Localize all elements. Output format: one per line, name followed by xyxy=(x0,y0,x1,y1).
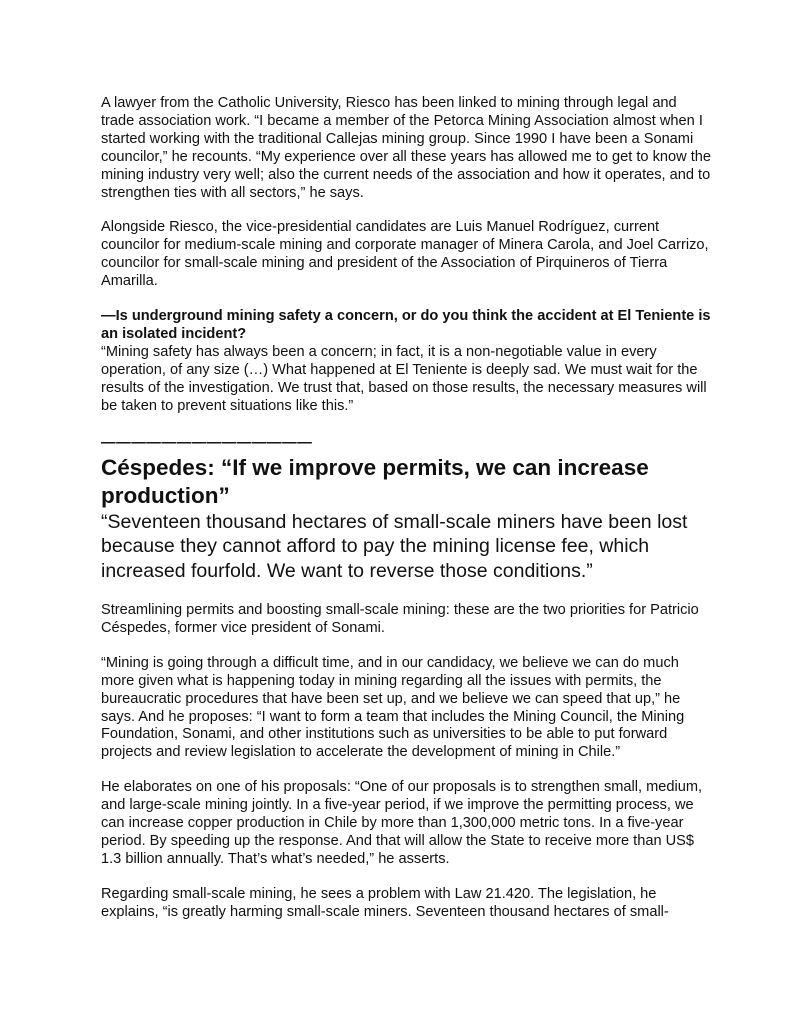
article-paragraph: He elaborates on one of his proposals: “One of our proposals is to strengthen small, medium, and large-scale mining jointly. In a five-year period, if we improve the permitting process, we can increase copper production in Chile by more than 1,300,000 metric tons. In a five-year period. By speeding up the response. And that will allow the State to receive more than US$ 1.3 billion annually. That’s what’s needed,” he asserts. xyxy=(101,779,703,867)
article-headline: Céspedes: “If we improve permits, we can increase production” xyxy=(101,454,649,508)
paragraph-vice-candidates: Alongside Riesco, the vice-presidential candidates are Luis Manuel Rodríguez, current councilor for medium-scale mining and corporate manager of Minera Carola, and Joel Carrizo, councilor for small-scale mining and president of the Association of Pirquineros of Tierra Amarilla. xyxy=(101,219,709,290)
article-paragraph: “Mining is going through a difficult time, and in our candidacy, we believe we can do much more given what is happening today in mining regarding all the issues with permits, the bureaucratic procedures that have been set up, and we believe we can speed that up,” he says. And he proposes: “I want to form a team that includes the Mining Council, the Mining Foundation, Sonami, and other institutions such as universities to be able to put forward projects and review legislation to accelerate the development of mining in Chile.” xyxy=(101,654,685,761)
paragraph-riesco-background: A lawyer from the Catholic University, Riesco has been linked to mining through legal and trade association work. “I became a member of the Petorca Mining Association almost when I started working with the traditional Callejas mining group. Since 1990 I have been a Sonami councilor,” he recounts. “My experience over all these years has allowed me to get to know the mining industry very well; also the current needs of the association and how it operates, and to strengthen ties with all sectors,” he says. xyxy=(101,95,712,201)
document-page xyxy=(101,95,711,939)
article-paragraph: Streamlining permits and boosting small-scale mining: these are the two priorities for Patricio Céspedes, former vice president of Sonami. xyxy=(101,602,699,636)
interview-question: —Is underground mining safety a concern, or do you think the accident at El Teniente is an isolated incident? xyxy=(101,308,711,342)
interview-answer: “Mining safety has always been a concern; in fact, it is a non-negotiable value in every operation, of any size (…) What happened at El Teniente is deeply sad. We must wait for the results of the investigation. We trust that, based on those results, the necessary measures will be taken to prevent situations like this.” xyxy=(101,343,707,414)
article-deck: “Seventeen thousand hectares of small-scale miners have been lost because they cannot afford to pay the mining license fee, which increased fourfold. We want to reverse those conditions.” xyxy=(101,510,688,582)
section-divider: —————————————— xyxy=(101,434,313,451)
article-paragraph: Regarding small-scale mining, he sees a problem with Law 21.420. The legislation, he explains, “is greatly harming small-scale miners. Seventeen thousand hectares of small- xyxy=(101,885,669,920)
